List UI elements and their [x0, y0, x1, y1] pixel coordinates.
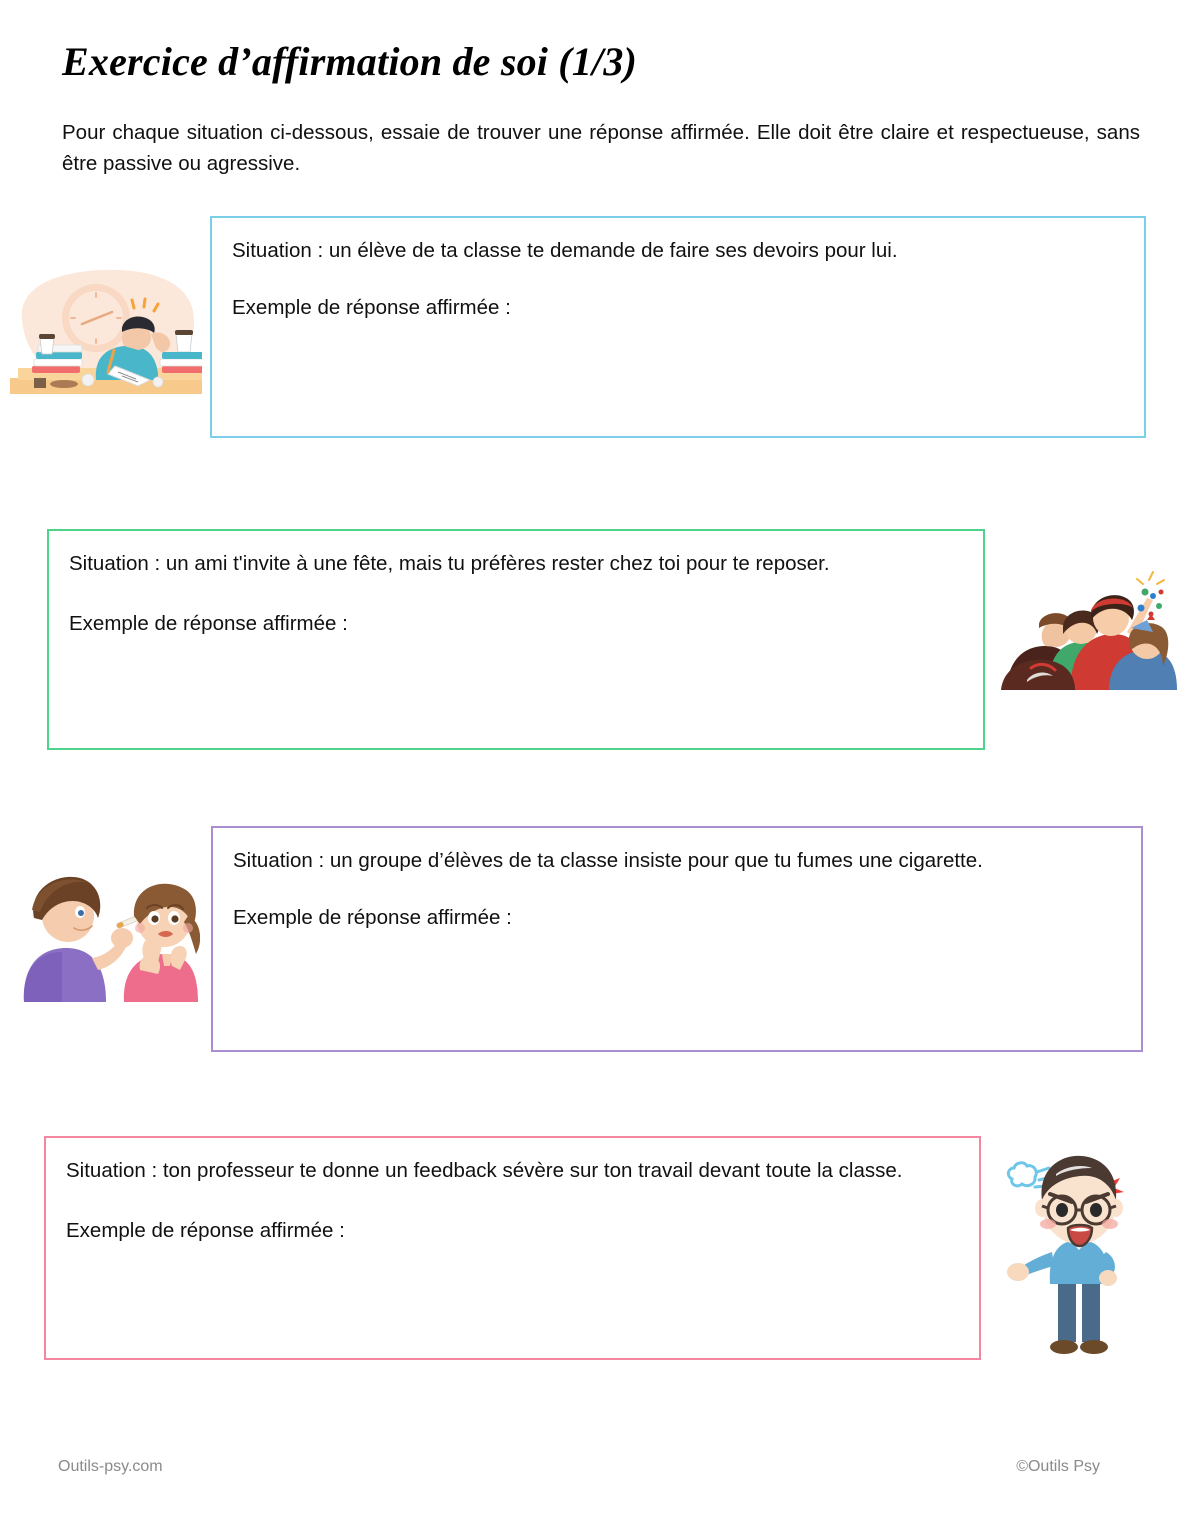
- footer-copyright: ©Outils Psy: [1016, 1458, 1100, 1475]
- situation-box-3[interactable]: [211, 826, 1143, 1052]
- cigarette-peer-pressure-illustration: [12, 862, 200, 1002]
- situation-box-2[interactable]: [47, 529, 985, 750]
- spacer: [66, 1186, 959, 1216]
- answer-prompt-1: Exemple de réponse affirmée :: [232, 296, 511, 319]
- spacer: [232, 266, 1124, 293]
- party-group-illustration: [1001, 562, 1179, 690]
- situation-box-4[interactable]: [44, 1136, 981, 1360]
- situation-text-4: Situation : ton professeur te donne un feedback sévère sur ton travail devant toute la classe.: [66, 1159, 903, 1182]
- angry-teacher-illustration: [1004, 1142, 1156, 1358]
- footer-site-name: Outils-psy.com: [58, 1458, 163, 1475]
- situation-box-1[interactable]: [210, 216, 1146, 438]
- intro-instructions: Pour chaque situation ci-dessous, essaie de trouver une réponse affirmée. Elle doit être claire et respectueuse, sans être passive ou agressive.: [62, 121, 1140, 175]
- answer-prompt-4: Exemple de réponse affirmée :: [66, 1219, 345, 1242]
- situation-text-1: Situation : un élève de ta classe te demande de faire ses devoirs pour lui.: [232, 239, 898, 262]
- page-title: Exercice d’affirmation de soi (1/3): [62, 39, 638, 84]
- situation-text-2: Situation : un ami t'invite à une fête, mais tu préfères rester chez toi pour te reposer.: [69, 552, 830, 575]
- situation-text-3: Situation : un groupe d’élèves de ta classe insiste pour que tu fumes une cigarette.: [233, 849, 983, 872]
- answer-prompt-3: Exemple de réponse affirmée :: [233, 906, 512, 929]
- answer-prompt-2: Exemple de réponse affirmée :: [69, 612, 348, 635]
- stressed-student-illustration: [10, 262, 202, 394]
- spacer: [233, 876, 1121, 903]
- spacer: [69, 579, 963, 609]
